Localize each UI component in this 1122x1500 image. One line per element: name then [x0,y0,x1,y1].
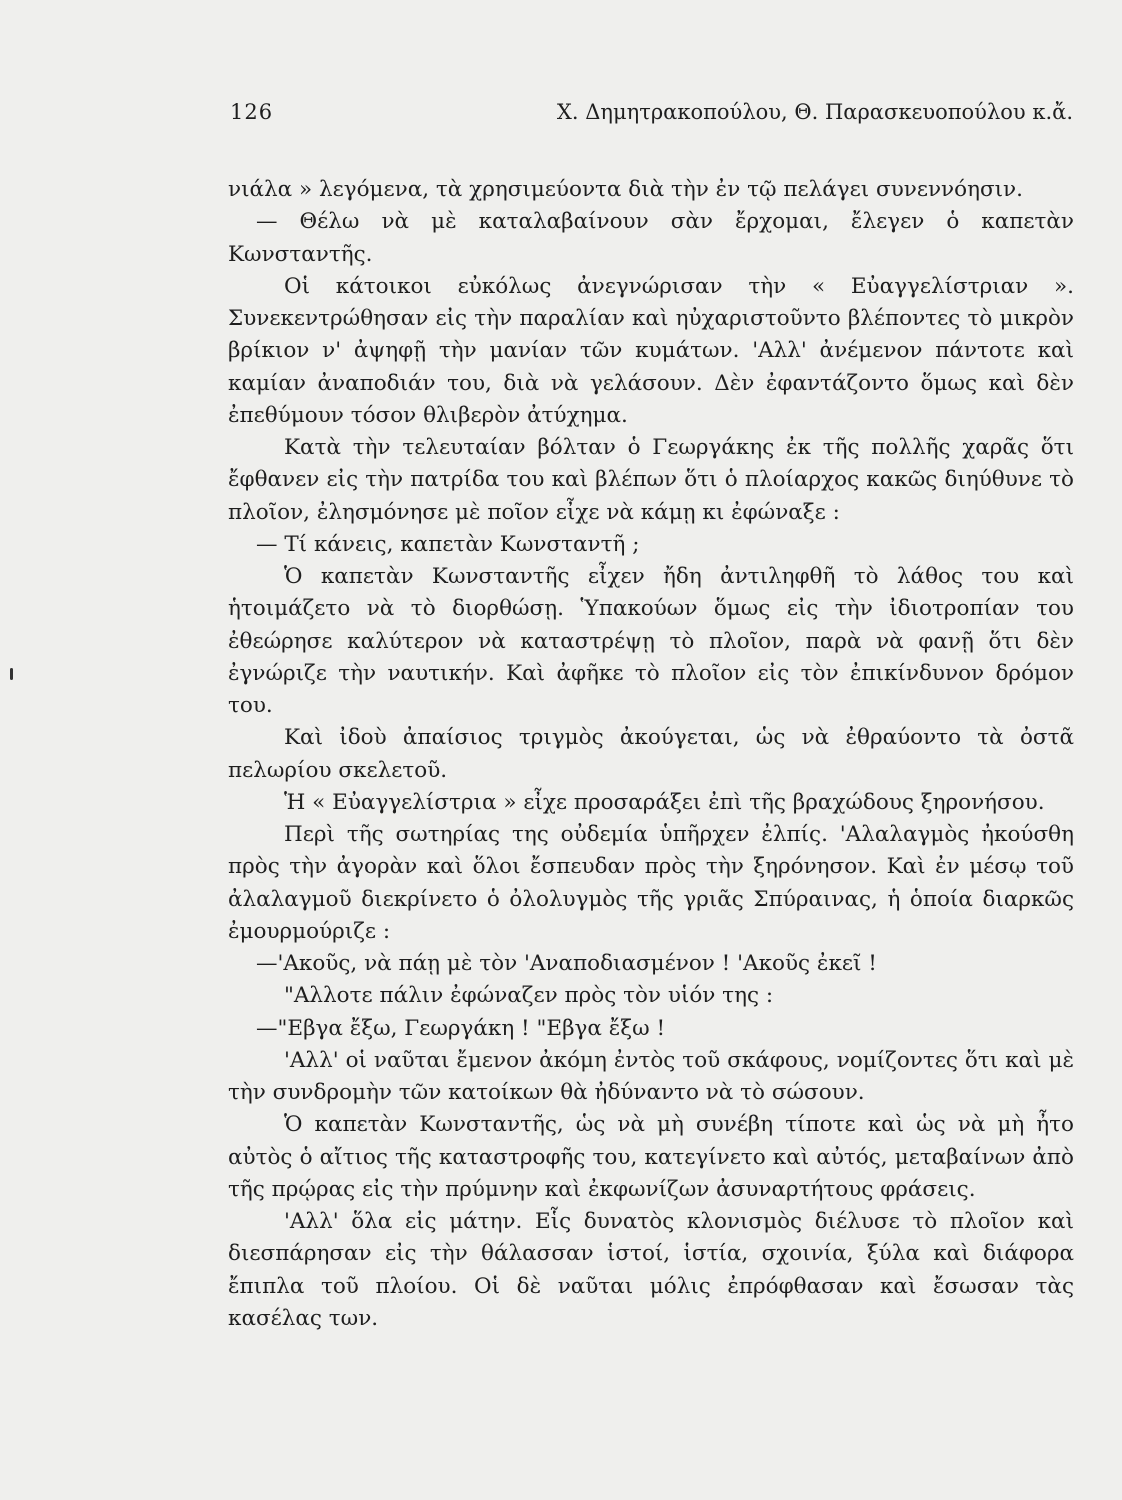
paragraph: Ὁ καπετὰν Κωνσταντῆς εἶχεν ἤδη ἀντιληφθῆ τὸ λάθος του καὶ ἡτοιμάζετο νὰ τὸ διορθώσῃ. Ὑπακούων ὅμως εἰς τὴν ἰδιοτροπίαν του ἐθεώρησε καλύτερον νὰ καταστρέψῃ τὸ πλοῖον, παρὰ νὰ φανῇ ὅτι δὲν ἐγνώριζε τὴν ναυτικήν. Καὶ ἀφῆκε τὸ πλοῖον εἰς τὸν ἐπικίνδυνον δρόμον του. [228,564,1074,718]
paragraph: Κατὰ τὴν τελευταίαν βόλταν ὁ Γεωργάκης ἐκ τῆς πολλῆς χαρᾶς ὅτι ἔφθανεν εἰς τὴν πατρίδα του καὶ βλέπων ὅτι ὁ πλοίαρχος κακῶς διηύθυνε τὸ πλοῖον, ἐλησμόνησε μὲ ποῖον εἶχε νὰ κάμῃ κι ἐφώναξε : [228,435,1074,525]
paragraph: 'Αλλ' οἱ ναῦται ἔμενον ἀκόμη ἐντὸς τοῦ σκάφους, νομίζοντες ὅτι καὶ μὲ τὴν συνδρομὴν τῶν κατοίκων θὰ ἠδύναντο νὰ τὸ σώσουν. [228,1047,1074,1105]
paragraph: Καὶ ἰδοὺ ἀπαίσιος τριγμὸς ἀκούγεται, ὡς νὰ ἐθραύοντο τὰ ὀστᾶ πελωρίου σκελετοῦ. [228,725,1074,783]
page-number: 126 [230,100,274,124]
running-head: Χ. Δημητρακοπούλου, Θ. Παρασκευοπούλου κ.ἄ. [556,100,1073,124]
paragraph: Ὁ καπετὰν Κωνσταντῆς, ὡς νὰ μὴ συνέβη τίποτε καὶ ὡς νὰ μὴ ἦτο αὐτὸς ὁ αἴτιος τῆς καταστροφῆς του, κατεγίνετο καὶ αὐτός, μεταβαίνων ἀπὸ τῆς πρῴρας εἰς τὴν πρύμνην καὶ ἐκφωνίζων ἀσυναρτήτους φράσεις. [228,1112,1074,1202]
paragraph: Περὶ τῆς σωτηρίας της οὐδεμία ὑπῆρχεν ἐλπίς. 'Αλαλαγμὸς ἠκούσθη πρὸς τὴν ἀγορὰν καὶ ὅλοι ἔσπευδαν πρὸς τὴν ξηρόνησον. Καὶ ἐν μέσῳ τοῦ ἀλαλαγμοῦ διεκρίνετο ὁ ὀλολυγμὸς τῆς γριᾶς Σπύραινας, ἡ ὁποία διαρκῶς ἐμουρμούριζε : [228,822,1074,944]
paragraph: νιάλα » λεγόμενα, τὰ χρησιμεύοντα διὰ τὴν ἐν τῷ πελάγει συνεννόησιν. [228,177,1023,202]
paragraph: —"Εβγα ἔξω, Γεωργάκη ! "Εβγα ἔξω ! [256,1015,666,1041]
paragraph: — Θέλω νὰ μὲ καταλαβαίνουν σὰν ἔρχομαι, ἔλεγεν ὁ καπετὰν Κωνσταντῆς. [228,209,1074,267]
paragraph: Οἱ κάτοικοι εὐκόλως ἀνεγνώρισαν τὴν « Εὐαγγελίστριαν ». Συνεκεντρώθησαν εἰς τὴν παραλίαν καὶ ηὐχαριστοῦντο βλέποντες τὸ μικρὸν βρίκιον ν' ἀψηφῇ τὴν μανίαν τῶν κυμάτων. 'Αλλ' ἀνέμενον πάντοτε καὶ καμίαν ἀναποδιάν του, διὰ νὰ γελάσουν. Δὲν ἐφαντάζοντο ὅμως καὶ δὲν ἐπεθύμουν τόσον θλιβερὸν ἀτύχημα. [228,273,1074,428]
paragraph: Ἡ « Εὐαγγελίστρια » εἶχε προσαράξει ἐπὶ τῆς βραχώδους ξηρονήσου. [284,789,1045,815]
paragraph: 'Αλλ' ὅλα εἰς μάτην. Εἷς δυνατὸς κλονισμὸς διέλυσε τὸ πλοῖον καὶ διεσπάρησαν εἰς τὴν θάλασσαν ἱστοί, ἱστία, σχοινία, ξύλα καὶ διάφορα ἔπιπλα τοῦ πλοίου. Οἱ δὲ ναῦται μόλις ἐπρόφθασαν καὶ ἔσωσαν τὰς κασέλας των. [228,1209,1074,1331]
paragraph: "Αλλοτε πάλιν ἐφώναζεν πρὸς τὸν υἱόν της : [284,983,774,1009]
paragraph: —'Ακοῦς, νὰ πάῃ μὲ τὸν 'Αναποδιασμένον ! 'Ακοῦς ἐκεῖ ! [256,951,877,976]
body-text [228,174,1074,1335]
margin-mark [10,668,13,680]
page-header [230,100,1073,132]
paragraph: — Τί κάνεις, καπετὰν Κωνσταντῆ ; [256,531,640,557]
